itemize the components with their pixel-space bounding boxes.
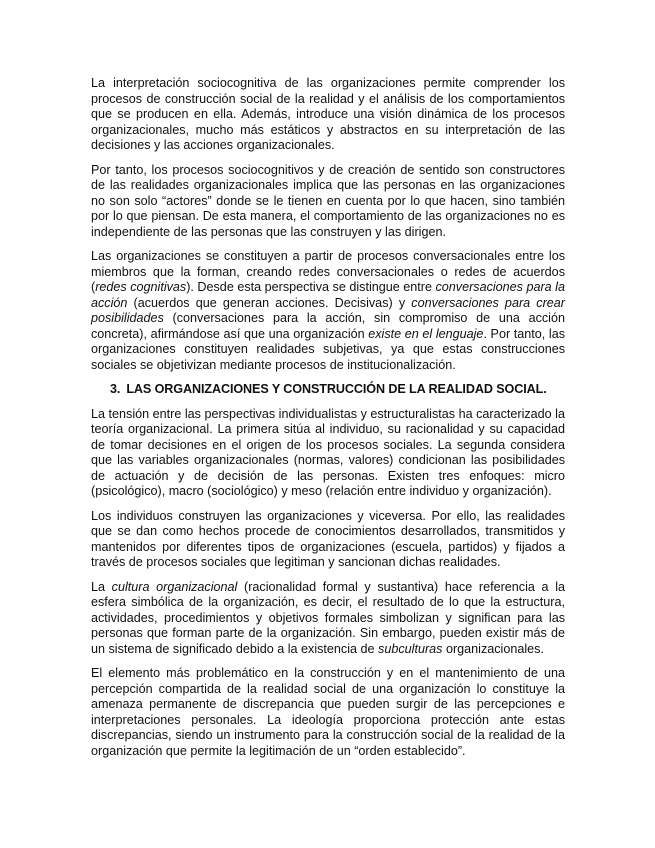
paragraph-4: [91, 407, 565, 500]
paragraph-5: [91, 509, 565, 571]
text-run: El elemento más problemático en la construcción y en el mantenimiento de una percepción compartida de la realidad social de una organización lo constituye la amenaza permanente de discrepancia que pueden surgir de las percepciones e interpretaciones personales. La ideología proporciona protección ante estas discrepancias, siendo un instrumento para la construcción social de la realidad de la organización que permite la legitimación de un “orden establecido”.: [91, 666, 565, 758]
italic-term: conversaciones para la acción: [91, 280, 565, 310]
paragraph-1: [91, 76, 565, 154]
italic-term: cultura organizacional: [111, 579, 238, 594]
text-run: La: [91, 579, 112, 594]
document-page: [91, 76, 565, 768]
text-run: organizacionales.: [442, 641, 544, 656]
paragraph-2: [91, 163, 565, 241]
text-run: ). Desde esta perspectiva se distingue entre: [186, 280, 436, 294]
text-run: . Por tanto, las organizaciones constituyen realidades subjetivas, ya que estas construcciones sociales se objetivizan mediante procesos de institucionalización.: [91, 326, 565, 372]
paragraph-7: [91, 666, 565, 759]
text-run: (conversaciones para la acción, sin compromiso de una acción concreta), afirmándose así que una organización: [91, 311, 565, 341]
text-run: (acuerdos que generan acciones. Decisivas) y: [127, 295, 412, 310]
paragraph-3: [91, 249, 565, 373]
section-title: LAS ORGANIZACIONES Y CONSTRUCCIÓN DE LA REALIDAD SOCIAL.: [126, 382, 547, 396]
text-run: La interpretación sociocognitiva de las organizaciones permite comprender los procesos de construcción social de la realidad y el análisis de los comportamientos que se producen en ella. Además, introduce una visión dinámica de los procesos organizacionales, mucho más estáticos y abstractos en su interpretación de las decisiones y las acciones organizacionales.: [91, 76, 565, 152]
italic-term: existe en el lenguaje: [368, 326, 484, 341]
italic-term: subculturas: [378, 641, 443, 656]
paragraph-6: [91, 580, 565, 658]
section-number: 3.: [110, 382, 121, 396]
text-run: Los individuos construyen las organizaciones y viceversa. Por ello, las realidades que se dan como hechos procede de conocimientos desarrollados, transmitidos y mantenidos por diferentes tipos de organizaciones (escuela, partidos) y fijados a través de procesos sociales que legitiman y sancionan dichas realidades.: [91, 508, 565, 569]
text-run: La tensión entre las perspectivas individualistas y estructuralistas ha caracterizado la teoría organizacional. La primera sitúa al individuo, su racionalidad y su capacidad de tomar decisiones en el origen de los procesos sociales. La segunda considera que las variables organizacionales (normas, valores) condicionan las posibilidades de actuación y de decisión de las personas. Existen tres enfoques: micro (psicológico), macro (sociológico) y meso (relación entre individuo y organización).: [91, 406, 565, 498]
section-heading: [91, 382, 565, 398]
text-run: (racionalidad formal y sustantiva) hace referencia a la esfera simbólica de la organización, es decir, el resultado de lo que la estructura, actividades, procedimientos y objetivos formales simbolizan y significan para las personas que forman parte de la organización. Sin embargo, pueden existir más de un sistema de significado debido a la existencia de: [91, 579, 565, 656]
text-run: Por tanto, los procesos sociocognitivos y de creación de sentido son constructores de las realidades organizacionales implica que las personas en las organizaciones no son solo “actores” donde se le tienen en cuenta por lo que hacen, sino también por lo que piensan. De esta manera, el comportamiento de las organizaciones no es independiente de las personas que las construyen y las dirigen.: [91, 162, 565, 239]
italic-term: redes cognitivas: [95, 280, 187, 294]
italic-term: conversaciones para crear posibilidades: [91, 295, 565, 325]
text-run: Las organizaciones se constituyen a partir de procesos conversacionales entre los miembros que la forman, creando redes conversacionales o redes de acuerdos (: [91, 249, 565, 294]
